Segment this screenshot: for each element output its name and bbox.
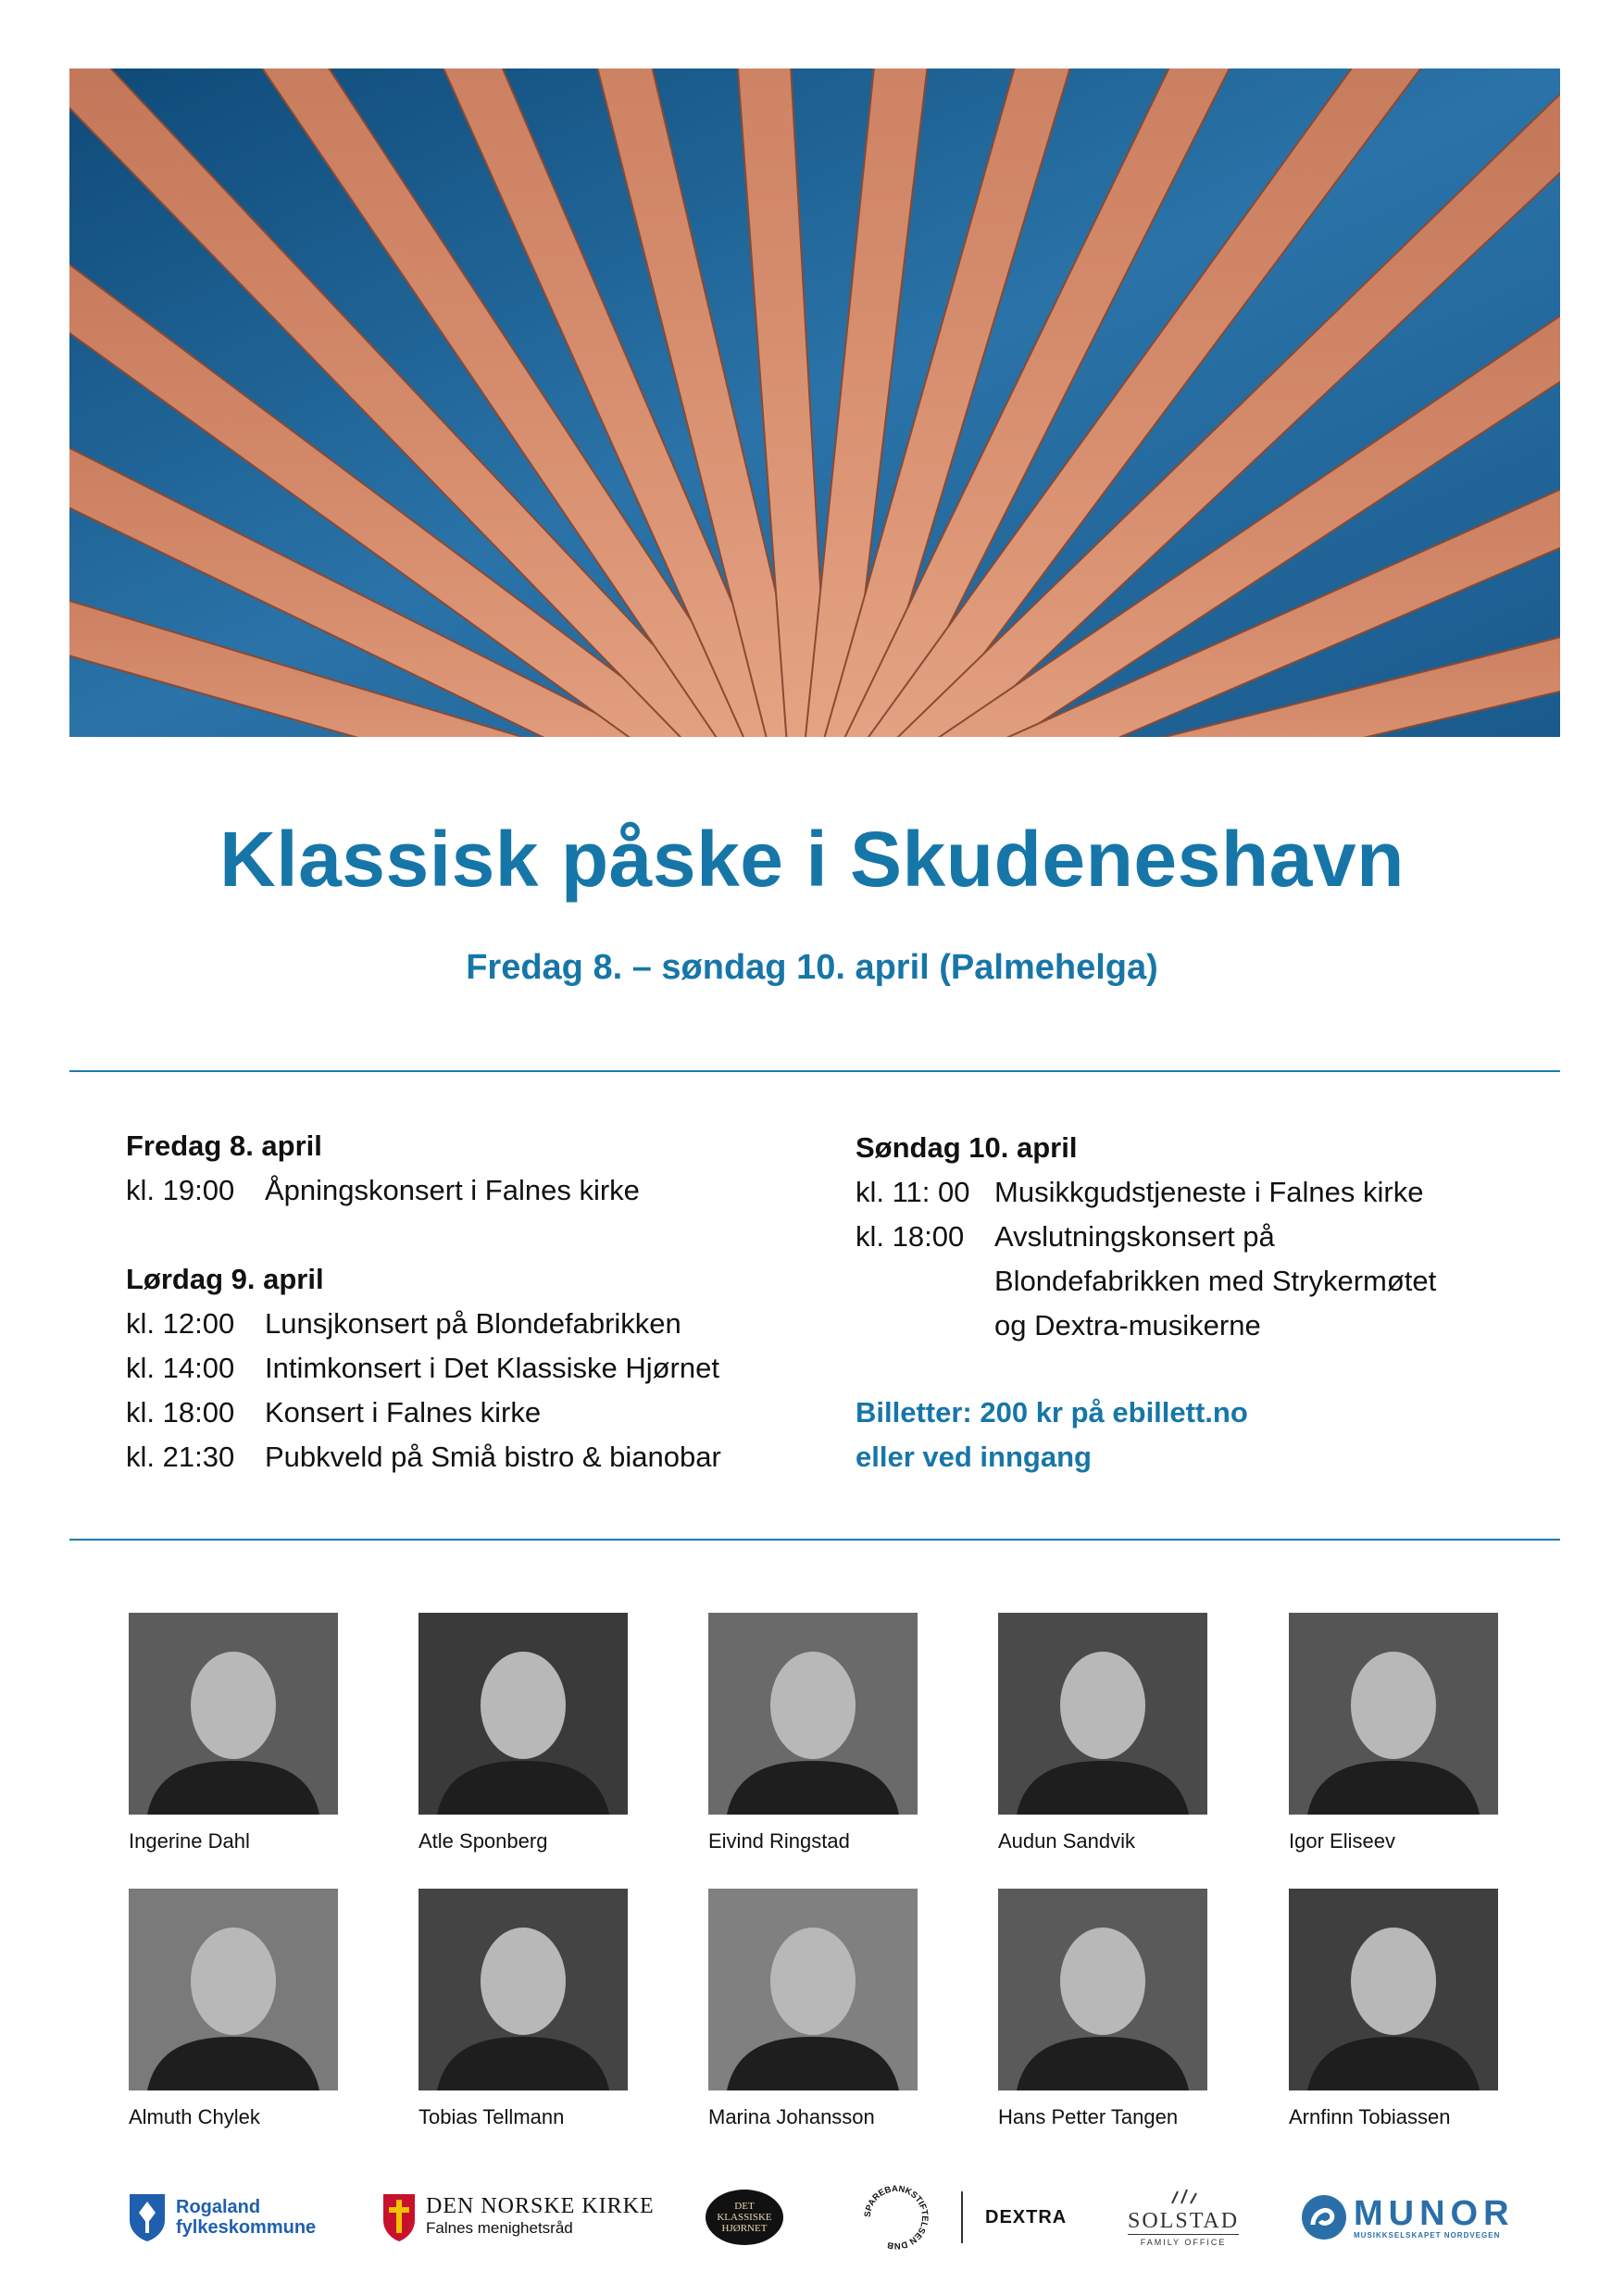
musician-name: Igor Eliseev — [1289, 1829, 1395, 1853]
page-subtitle: Fredag 8. – søndag 10. april (Palmehelga) — [466, 948, 1158, 987]
program-left — [126, 1124, 830, 1479]
program-row — [856, 1215, 1522, 1259]
ticket-info — [856, 1391, 1522, 1479]
event-time: kl. 14:00 — [126, 1352, 235, 1384]
kirke-name: DEN NORSKE KIRKE — [426, 2194, 655, 2218]
rogaland-sub: fylkeskommune — [176, 2217, 317, 2238]
program-row — [126, 1391, 830, 1435]
musician-photo — [708, 1613, 918, 1815]
event-title: og Dextra-musikerne — [994, 1309, 1261, 1341]
ticket-door: eller ved inngang — [856, 1441, 1092, 1473]
logo-munor — [1300, 2176, 1515, 2259]
event-time: kl. 19:00 — [126, 1174, 235, 1206]
solstad-rays-icon — [1165, 2188, 1202, 2204]
munor-wave-icon — [1300, 2193, 1348, 2241]
ticket-price: Billetter: 200 kr på ebillett.no — [856, 1396, 1248, 1429]
musician-card — [1289, 1889, 1498, 2129]
event-time: kl. 12:00 — [126, 1307, 235, 1340]
hjornet-line2: KLASSISKE — [717, 2212, 772, 2223]
musician-name: Arnfinn Tobiassen — [1289, 2105, 1451, 2128]
musician-photo — [129, 1613, 338, 1815]
logo-det-klassiske-hjornet — [706, 2176, 783, 2259]
musician-card — [998, 1613, 1207, 1853]
musician-photo — [708, 1889, 918, 2090]
musician-name: Atle Sponberg — [418, 1829, 548, 1853]
hero-image — [69, 69, 1560, 737]
event-time: kl. 11: 00 — [856, 1176, 970, 1208]
program-row — [126, 1346, 830, 1391]
divider-bottom — [69, 1539, 1560, 1541]
musician-photo — [418, 1889, 628, 2090]
copper-star-artwork — [69, 69, 1560, 737]
musician-name: Eivind Ringstad — [708, 1829, 850, 1853]
musician-card — [418, 1889, 628, 2129]
event-title: Blondefabrikken med Strykermøtet — [994, 1265, 1437, 1297]
musician-card — [129, 1613, 338, 1853]
hjornet-line3: HJØRNET — [721, 2223, 768, 2234]
day-heading: Søndag 10. april — [856, 1131, 1078, 1164]
program-row — [126, 1168, 830, 1213]
sparebank-ring-text: SPAREBANKSTIFTELSEN DNB — [862, 2183, 931, 2252]
solstad-sub: FAMILY OFFICE — [1140, 2238, 1227, 2247]
musician-name: Hans Petter Tangen — [998, 2105, 1179, 2128]
rogaland-shield-icon — [128, 2192, 167, 2242]
program-right — [856, 1126, 1522, 1479]
musician-photo — [998, 1889, 1207, 2090]
musician-photo — [418, 1613, 628, 1815]
program-row — [856, 1304, 1522, 1348]
logo-rogaland — [128, 2176, 316, 2259]
musician-card — [998, 1889, 1207, 2129]
page-title: Klassisk påske i Skudeneshavn — [219, 816, 1405, 903]
event-time: kl. 18:00 — [126, 1396, 235, 1429]
musician-name: Audun Sandvik — [998, 1829, 1135, 1853]
logo-dextra: DEXTRA — [985, 2206, 1068, 2227]
event-title: Avslutningskonsert på — [994, 1220, 1275, 1253]
logo-den-norske-kirke — [381, 2176, 655, 2259]
musician-card — [129, 1889, 338, 2129]
day-heading: Fredag 8. april — [126, 1129, 322, 1162]
sparebank-ring-icon — [859, 2180, 933, 2254]
kirke-sub: Falnes menighetsråd — [426, 2219, 573, 2237]
musician-photo — [1289, 1613, 1498, 1815]
program-row — [856, 1170, 1522, 1215]
musician-name: Ingerine Dahl — [129, 1829, 250, 1853]
event-title: Konsert i Falnes kirke — [265, 1396, 542, 1429]
sponsor-logos — [0, 2176, 1624, 2268]
church-shield-icon — [381, 2192, 417, 2242]
event-title: Musikkgudstjeneste i Falnes kirke — [994, 1176, 1424, 1208]
event-title: Intimkonsert i Det Klassiske Hjørnet — [265, 1352, 719, 1384]
svg-text:SPAREBANKSTIFTELSEN DNB — [863, 2184, 930, 2251]
event-time — [856, 1259, 994, 1304]
event-title: Lunsjkonsert på Blondefabrikken — [265, 1307, 681, 1340]
divider-top — [69, 1070, 1560, 1072]
event-time: kl. 18:00 — [856, 1220, 965, 1253]
musician-name: Almuth Chylek — [129, 2105, 260, 2128]
hjornet-line1: DET — [734, 2201, 755, 2212]
event-time: kl. 21:30 — [126, 1441, 235, 1473]
logo-solstad — [1128, 2176, 1239, 2259]
musician-card — [708, 1613, 918, 1853]
program-row — [856, 1259, 1522, 1304]
musician-card — [1289, 1613, 1498, 1853]
event-title: Pubkveld på Smiå bistro & bianobar — [265, 1441, 721, 1473]
munor-sub: MUSIKKSELSKAPET NORDVEGEN — [1354, 2230, 1501, 2240]
day-heading: Lørdag 9. april — [126, 1263, 324, 1295]
munor-name: MUNOR — [1354, 2193, 1515, 2233]
solstad-name: SOLSTAD — [1128, 2209, 1240, 2233]
musician-photo — [998, 1613, 1207, 1815]
musician-card — [708, 1889, 918, 2129]
program-row — [126, 1435, 830, 1479]
event-title: Åpningskonsert i Falnes kirke — [265, 1174, 640, 1206]
musician-name: Tobias Tellmann — [418, 2105, 565, 2128]
musician-card — [418, 1613, 628, 1853]
musician-photo — [129, 1889, 338, 2090]
event-time — [856, 1304, 994, 1348]
program-row — [126, 1302, 830, 1346]
musician-name: Marina Johansson — [708, 2105, 875, 2128]
rogaland-name: Rogaland — [176, 2197, 261, 2217]
musician-photo — [1289, 1889, 1498, 2090]
logo-sparebankstiftelsen — [859, 2176, 963, 2259]
